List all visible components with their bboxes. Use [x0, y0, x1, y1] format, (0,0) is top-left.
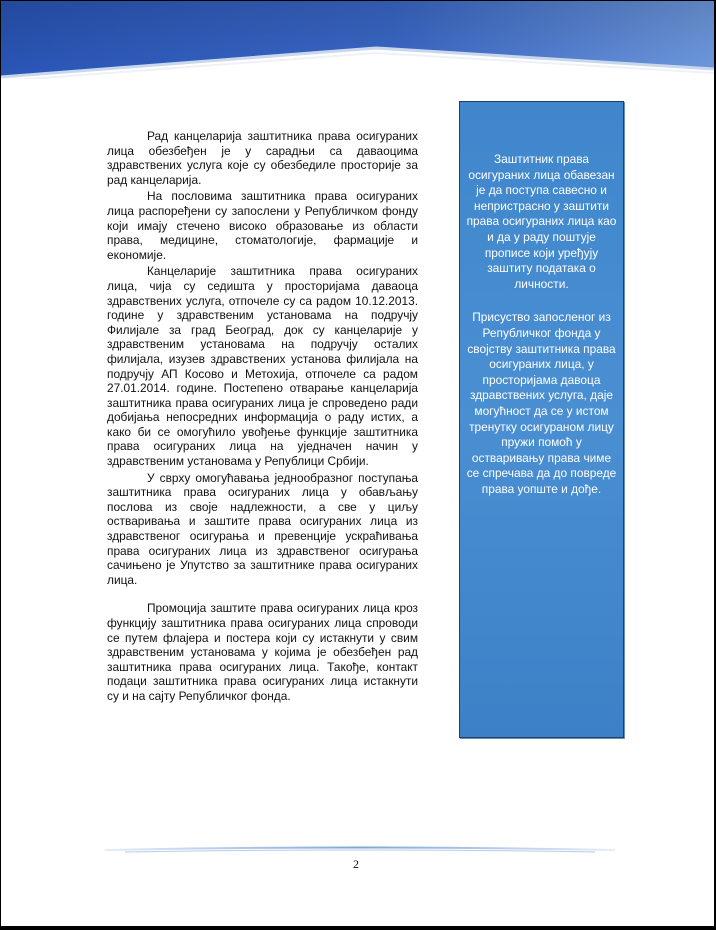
sidebar-paragraph: Присуство запосленог из Републичког фонда у својству заштитника права осигураних лица, у просторијама давоца здравствених услуга, даје могућност да се у истом тренутку осигураном лицу пружи помоћ у остваривању права чиме се спречава да до повреде права уопште и дође.: [466, 310, 617, 496]
footer-divider: [105, 844, 615, 854]
body-paragraph: Рад канцеларија заштитника права осигураних лица обезбеђен је у сарадњи са даваоцима здравствених услуга које су обезбедиле просторије за рад канцеларија.: [107, 129, 418, 187]
body-paragraph: Канцеларије заштитника права осигураних лица, чија су седишта у просторијама даваоца здравствених услуга, отпочеле су са радом 10.12.2013. године у здравственим установама на подручју Филијале за град Београд, док су канцеларије у здравственим установама на подручју осталих филијала, изузев здравствених установа филијала на подручју АП Косово и Метохија, отпочеле са радом 27.01.2014. године. Постепено отварање канцеларија заштитника права осигураних лица је спроведено ради добијања непосредних информација о раду истих, а како би се омогућило увођење функције заштитника права осигураних лица на уједначен начин у здравственим установама у Републици Србији.: [107, 264, 418, 469]
body-paragraph: У сврху омогућавања једнообразног поступања заштитника права осигураних лица у обављању послова из своје надлежности, а све у циљу остваривања и заштите права осигураних лица из здравственог осигурања и превенције ускраћивања права осигураних лица из здравственог осигурања сачињено је Упутство за заштитнике права осигураних лица.: [107, 470, 418, 587]
main-body-text: [107, 129, 418, 704]
document-page: [1, 1, 714, 926]
sidebar-paragraph: Заштитник права осигураних лица обавезан је да поступа савесно и непристрасно у заштити права осигураних лица као и да у раду поштује прописе који уређују заштиту података о личности.: [466, 152, 617, 291]
sidebar-callout-box: [459, 101, 624, 738]
body-paragraph: На пословима заштитника права осигураних лица распоређени су запослени у Републичком фонду који имају стечено високо образовање из области права, медицине, стоматологије, фармације и економије.: [107, 189, 418, 262]
body-paragraph: Промоција заштите права осигураних лица кроз функцију заштитника права осигураних лица спроводи се путем флајера и постера који су истакнути у свим здравственим установама у којима је обезбеђен рад заштитника права осигураних лица. Такође, контакт подаци заштитника права осигураних лица истакнути су и на сајту Републичког фонда.: [107, 601, 418, 703]
page-number: 2: [353, 857, 359, 871]
header-wave-band: [1, 1, 714, 79]
